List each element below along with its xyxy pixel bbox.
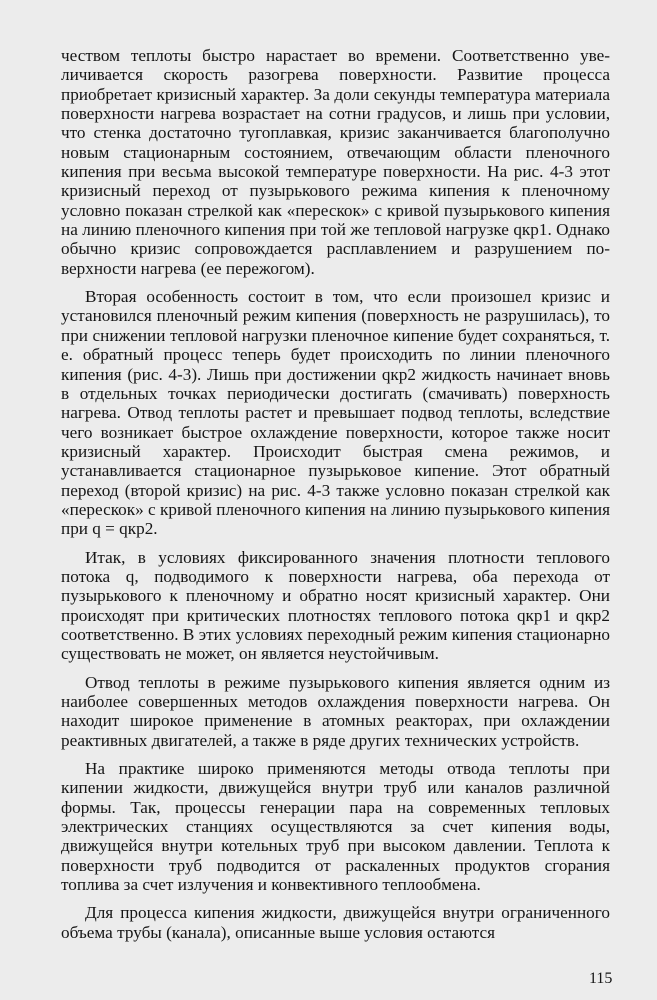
page-number: 115 [589, 970, 613, 987]
paragraph-bubble-boiling-cooling: Отвод теплоты в режиме пузырькового кипения является одним из наиболее совершенных методов охлаждения поверхности нагрева. Он находит широкое применение в атомных реакторах, при охлаждении реактивных двигателей, а также в ряде других технических устройств. [61, 672, 610, 750]
paragraph-summary: Итак, в условиях фиксированного значения плотности теплового потока q, подводимого к поверхности нагрева, оба перехода от пузырькового к пленочному и обратно носят кризисный характер. Они происходят при критических плотностях теплового потока qкр1 и qкр2 соответственно. В этих условиях переходный режим кипения стационарно существовать не может, он является неустойчивым. [61, 547, 610, 664]
paragraph-second-feature: Вторая особенность состоит в том, что если произошел кризис и установился пленочный режим кипения (поверхность не разрушилась), то при снижении тепловой нагрузки пленочное кипение будет сохраняться, т. е. обратный процесс теперь будет происходить по линии пленочного кипения (рис. 4-3). Лишь при достижении qкр2 жидкость начинает вновь в отдельных точках периодически достигать (смачивать) поверхность нагрева. Отвод теплоты растет и превышает подвод теплоты, вследствие чего возникает быстрое охлаждение поверхности, которое также носит кризисный характер. Происходит быстрая смена режимов, и устанавливается стационарное пузырьковое кипение. Этот обратный переход (второй кризис) на рис. 4-3 также условно показан стрелкой как «перескок» с кривой пленочного кипения на линию пузырькового кипения при q = qкр2. [61, 287, 610, 539]
body-text [61, 46, 610, 942]
paragraph-flow-boiling-practice: На практике широко применяются методы отвода теплоты при кипении жидкости, движущейся внутри труб или каналов различной формы. Так, процессы генерации пара на современных тепловых электрических станциях осуществляются за счет кипения воды, движущейся внутри котельных труб при высоком давлении. Теплота к поверхности труб подводится от раскаленных продуктов сгорания топлива за счет излучения и конвективного теплообмена. [61, 759, 610, 895]
paragraph-crisis-development: чеством теплоты быстро нарастает во времени. Соответственно увеличивается скорость разогрева поверхности. Развитие процесса приобретает кризисный характер. За доли секунды температура материала поверхности нагрева возрастает на сотни градусов, и лишь при условии, что стенка достаточно тугоплавкая, кризис заканчивается благополучно новым стационарным состоянием, отвечающим области пленочного кипения при весьма высокой температуре поверхности. На рис. 4-3 этот кризисный переход от пузырькового режима кипения к пленочному условно показан стрелкой как «перескок» с кривой пузырькового кипения на линию пленочного кипения при той же тепловой нагрузке qкр1. Однако обычно кризис сопровождается расплавлением и разрушением поверхности нагрева (ее пережогом). [61, 46, 610, 278]
paragraph-channel-boiling: Для процесса кипения жидкости, движущейся внутри ограниченного объема трубы (канала), описанные выше условия остаются [61, 903, 610, 942]
